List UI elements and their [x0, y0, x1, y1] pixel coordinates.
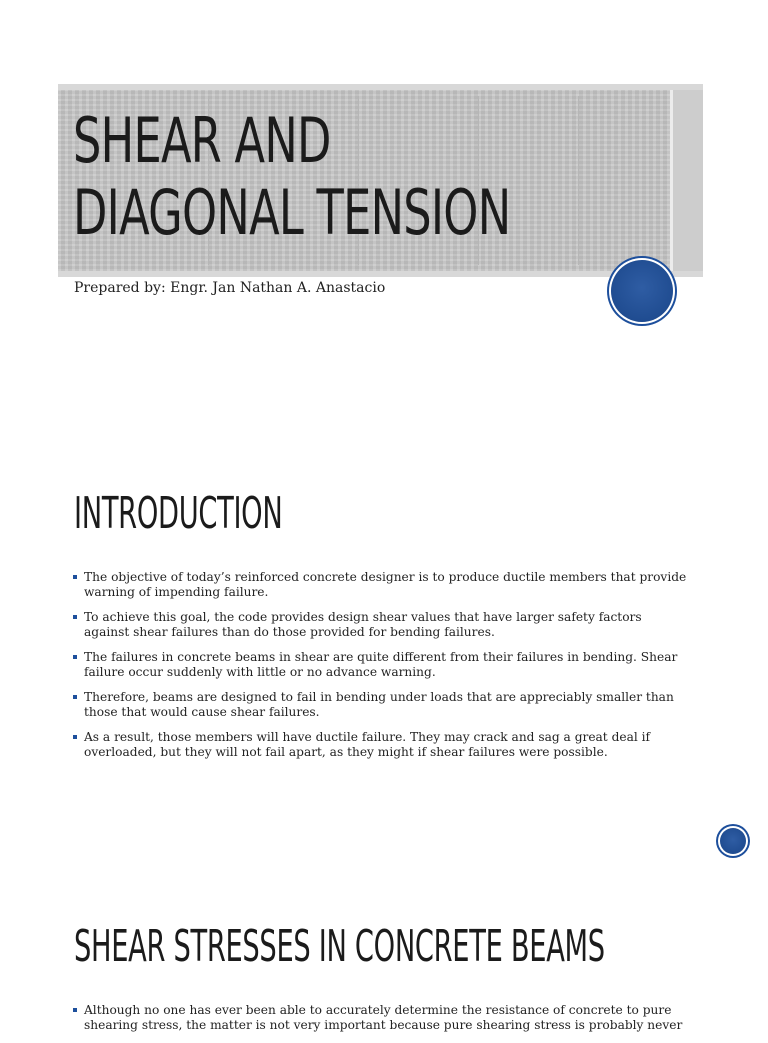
list-item — [70, 730, 690, 760]
bullet-icon — [73, 735, 77, 739]
banner-edge-strip — [670, 90, 703, 271]
list-item — [70, 650, 690, 680]
slide-title-line-1: SHEAR AND — [73, 104, 331, 177]
banner-panel-line — [578, 96, 579, 265]
introduction-bullet-list — [70, 570, 690, 770]
prepared-by-text: Prepared by: Engr. Jan Nathan A. Anastacio — [74, 280, 386, 296]
bullet-icon — [73, 1008, 77, 1012]
bullet-text: Although no one has ever been able to accurately determine the resistance of concrete to pure shearing stress, the matter is not very important because pure shearing stress is probably never — [84, 1003, 683, 1032]
introduction-heading: INTRODUCTION — [74, 488, 283, 539]
list-item — [70, 1003, 690, 1033]
shear-stresses-bullet-list — [70, 1003, 690, 1043]
shear-stresses-heading: SHEAR STRESSES IN CONCRETE BEAMS — [74, 921, 605, 972]
bullet-text: To achieve this goal, the code provides design shear values that have larger safety factors against shear failures than do those provided for bending failures. — [84, 610, 642, 639]
decorative-circle-small — [720, 828, 746, 854]
bullet-icon — [73, 615, 77, 619]
bullet-text: The objective of today’s reinforced concrete designer is to produce ductile members that provide warning of impending failure. — [84, 570, 687, 599]
bullet-icon — [73, 655, 77, 659]
decorative-circle-large — [611, 260, 673, 322]
bullet-icon — [73, 695, 77, 699]
slide-title-line-2: DIAGONAL TENSION — [73, 176, 511, 249]
bullet-icon — [73, 575, 77, 579]
list-item — [70, 570, 690, 600]
bullet-text: Therefore, beams are designed to fail in bending under loads that are appreciably smaller than those that would cause shear failures. — [84, 690, 674, 719]
list-item — [70, 610, 690, 640]
list-item — [70, 690, 690, 720]
bullet-text: As a result, those members will have ductile failure. They may crack and sag a great deal if overloaded, but they will not fail apart, as they might if shear failures were possible. — [84, 730, 651, 759]
bullet-text: The failures in concrete beams in shear are quite different from their failures in bending. Shear failure occur suddenly with little or no advance warning. — [84, 650, 678, 679]
